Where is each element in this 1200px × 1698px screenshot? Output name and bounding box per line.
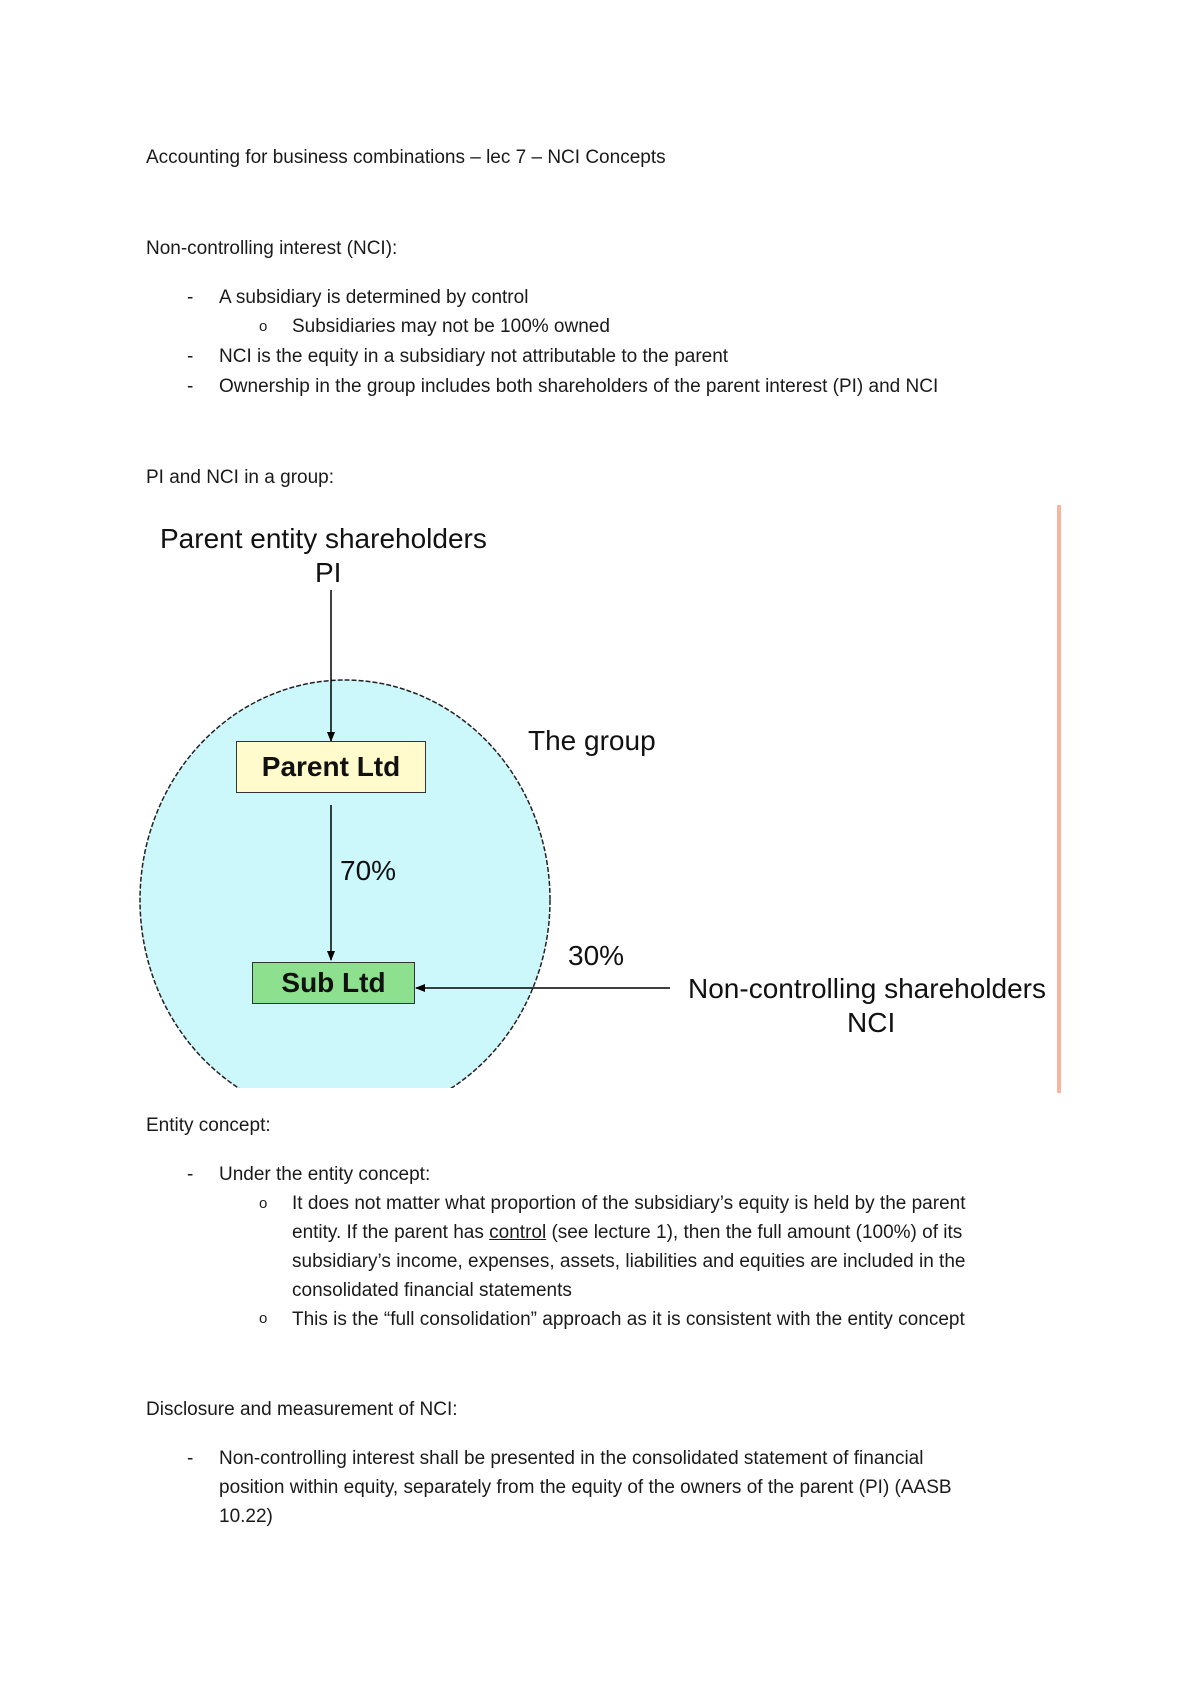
entity-sub-1-line-1: It does not matter what proportion of the subsidiary’s equity is held by the parent xyxy=(292,1193,966,1214)
entity-sub-2: This is the “full consolidation” approach as it is consistent with the entity concept xyxy=(292,1309,965,1330)
text-segment: entity. If the parent has xyxy=(292,1222,490,1243)
entity-bullet-1: Under the entity concept: xyxy=(219,1164,431,1185)
dash-bullet: - xyxy=(187,346,194,367)
disclosure-bullet-1-line-3: 10.22) xyxy=(219,1506,273,1527)
sub-ltd-box: Sub Ltd xyxy=(252,962,415,1004)
percent-30-label: 30% xyxy=(568,940,625,971)
entity-sub-1-line-2 xyxy=(292,1222,962,1245)
percent-70-label: 70% xyxy=(340,855,397,886)
parent-shareholders-label: Parent entity shareholders xyxy=(160,523,487,554)
section-heading-disclosure: Disclosure and measurement of NCI: xyxy=(146,1399,458,1420)
dash-bullet: - xyxy=(187,287,194,308)
dash-bullet: - xyxy=(187,376,194,397)
nci-bullet-3: Ownership in the group includes both shareholders of the parent interest (PI) and NCI xyxy=(219,376,939,397)
nci-sub-bullet-1: Subsidiaries may not be 100% owned xyxy=(292,316,610,337)
parent-ltd-box: Parent Ltd xyxy=(236,741,426,793)
section-heading-entity: Entity concept: xyxy=(146,1115,271,1136)
disclosure-bullet-1-line-2: position within equity, separately from the equity of the owners of the parent (PI) (AASB xyxy=(219,1477,952,1498)
group-label: The group xyxy=(528,725,656,756)
dash-bullet: - xyxy=(187,1164,194,1185)
group-structure-diagram xyxy=(140,505,1070,1090)
nci-shareholders-label: Non-controlling shareholders xyxy=(688,973,1046,1004)
section-heading-nci: Non-controlling interest (NCI): xyxy=(146,238,398,259)
circle-bullet: o xyxy=(259,318,268,335)
nci-bullet-2: NCI is the equity in a subsidiary not attributable to the parent xyxy=(219,346,729,367)
section-heading-pi: PI and NCI in a group: xyxy=(146,467,334,488)
control-underlined-term: control xyxy=(489,1222,547,1243)
nci-label: NCI xyxy=(847,1007,896,1038)
page-title: Accounting for business combinations – lec 7 – NCI Concepts xyxy=(146,147,666,168)
circle-bullet: o xyxy=(259,1310,268,1327)
entity-sub-1-line-3: subsidiary’s income, expenses, assets, liabilities and equities are included in the xyxy=(292,1251,966,1272)
pi-label: PI xyxy=(315,557,342,588)
entity-sub-1-line-4: consolidated financial statements xyxy=(292,1280,572,1301)
text-segment: (see lecture 1), then the full amount (100%) of its xyxy=(546,1222,963,1243)
circle-bullet: o xyxy=(259,1195,268,1212)
dash-bullet: - xyxy=(187,1448,194,1469)
nci-bullet-1: A subsidiary is determined by control xyxy=(219,287,529,308)
disclosure-bullet-1-line-1: Non-controlling interest shall be presented in the consolidated statement of financial xyxy=(219,1448,924,1469)
margin-bar xyxy=(1057,505,1061,1093)
